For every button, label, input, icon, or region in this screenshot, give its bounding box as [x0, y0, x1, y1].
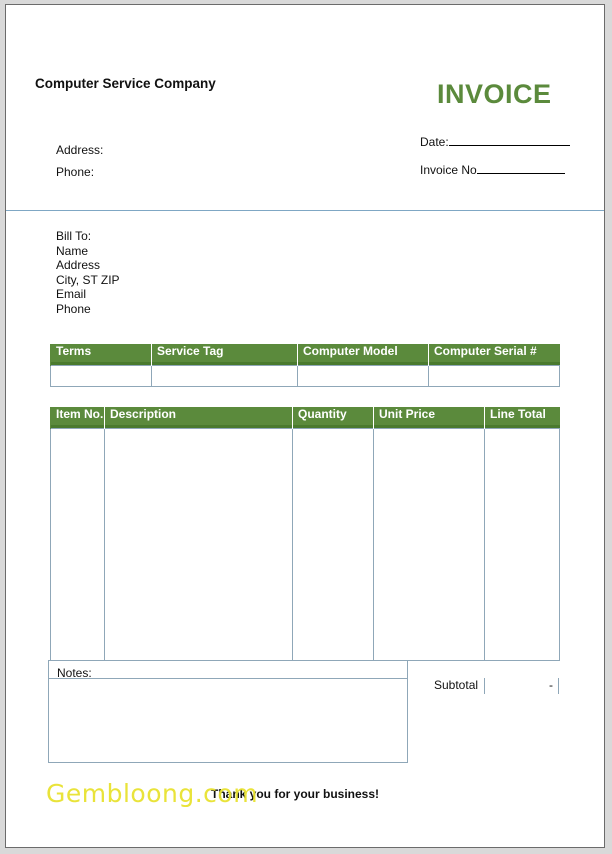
- header-divider: [6, 210, 604, 211]
- bill-to-block: [56, 229, 120, 316]
- service-tag-cell[interactable]: [152, 366, 298, 387]
- address-label: Address:: [56, 143, 104, 157]
- thank-you-message: Thank you for your business!: [211, 787, 380, 801]
- items-table: [50, 407, 560, 661]
- bill-to-city: City, ST ZIP: [56, 272, 120, 287]
- header-description: Description: [105, 407, 293, 429]
- invoice-title: INVOICE: [437, 79, 552, 109]
- notes-box[interactable]: [48, 660, 408, 763]
- date-field[interactable]: [420, 135, 570, 149]
- header-item-no: Item No.: [51, 407, 105, 429]
- bill-to-email: Email: [56, 287, 87, 301]
- date-label: Date:: [420, 135, 449, 149]
- item-no-cell[interactable]: [51, 429, 105, 661]
- header-service-tag: Service Tag: [152, 344, 298, 366]
- header-terms: Terms: [51, 344, 152, 366]
- bill-to-name: Name: [56, 243, 89, 258]
- header-line-total: Line Total: [485, 407, 560, 429]
- invoice-no-field[interactable]: [420, 163, 565, 177]
- bill-to-phone: Phone: [56, 301, 91, 316]
- unit-price-cell[interactable]: [374, 429, 485, 661]
- watermark: Gembloong.com: [46, 779, 259, 808]
- table-row: [51, 366, 560, 387]
- computer-serial-cell[interactable]: [429, 366, 560, 387]
- header-quantity: Quantity: [293, 407, 374, 429]
- notes-label: Notes:: [57, 666, 92, 680]
- company-name: Computer Service Company: [35, 76, 216, 91]
- date-underline: [449, 145, 570, 146]
- description-cell[interactable]: [105, 429, 293, 661]
- bill-to-label: Bill To:: [56, 229, 92, 243]
- quantity-cell[interactable]: [293, 429, 374, 661]
- line-total-cell[interactable]: [485, 429, 560, 661]
- subtotal-label: Subtotal: [434, 678, 479, 692]
- subtotal-value: -: [549, 678, 553, 692]
- invoice-page: [5, 4, 605, 848]
- terms-cell[interactable]: [51, 366, 152, 387]
- header-computer-model: Computer Model: [298, 344, 429, 366]
- header-unit-price: Unit Price: [374, 407, 485, 429]
- invoice-no-label: Invoice No: [420, 163, 477, 177]
- bill-to-address: Address: [56, 258, 101, 272]
- phone-label: Phone:: [56, 165, 95, 179]
- table-row: [51, 429, 560, 661]
- computer-model-cell[interactable]: [298, 366, 429, 387]
- notes-divider: [48, 678, 408, 679]
- service-table: [50, 344, 560, 387]
- subtotal-cell[interactable]: [484, 678, 559, 694]
- invoice-no-underline: [477, 173, 565, 174]
- header-computer-serial: Computer Serial #: [429, 344, 560, 366]
